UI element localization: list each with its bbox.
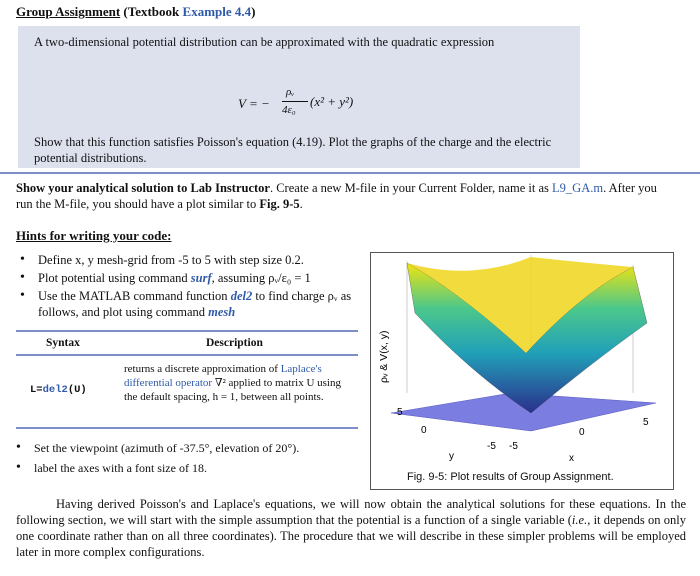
laplace-link[interactable]: Laplace's differential operator [124,363,322,389]
lab-text1: . Create a new M-file in your Current Folder, name it as [269,181,553,195]
desc-text2: ∇² applied to matrix U using the default spacing, h = 1, between all points. [124,377,341,403]
header-syntax: Syntax [46,337,80,349]
lab-text3: . [299,197,303,211]
syntax-cell [30,384,87,396]
hint-3-pre: Use the MATLAB command function [38,289,231,303]
syntax-post: (U) [67,384,87,396]
figure-box [370,252,674,490]
hints-title: Hints for writing your code: [16,228,172,243]
tick-xm5: -5 [509,441,518,452]
heading-paren-open: (Textbook [120,4,183,19]
para-text2: , it depends on only one coordinate rather than on all three coordinates). The procedure that we will describe in these simpler problems will be employed later in more complex configurations. [16,513,686,559]
header-description: Description [206,337,263,349]
desc-text1: returns a discrete approximation of [124,363,281,375]
list-item [16,270,366,286]
list-item [12,440,362,456]
list-item [12,460,362,476]
para-ie: i.e. [571,513,588,527]
surface-plot [371,253,673,468]
hint-2-pre: Plot potential using command [38,271,191,285]
hint-5: label the axes with a font size of 18. [34,461,207,475]
closing-paragraph [16,496,686,560]
mesh-command: mesh [208,305,236,319]
tick-y0: 0 [421,425,427,436]
problem-box [18,26,580,168]
tick-x0: 0 [579,427,585,438]
heading-title: Group Assignment [16,4,121,19]
hint-1: Define x, y mesh-grid from -5 to 5 with step size 0.2. [38,253,304,267]
problem-statement: Show that this function satisfies Poisson's equation (4.19). Plot the graphs of the charge and the electric potential distributions. [34,135,552,165]
para-text1: Having derived Poisson's and Laplace's equations, we will now obtain the analytical solutions for these equations. In the following section, we will start with the simple assumption that the potential is a function of a single variable ( [16,497,686,527]
equation-lhs: V = − [238,96,270,111]
assignment-heading [16,4,256,20]
figure-caption: Fig. 9-5: Plot results of Group Assignment. [407,471,614,483]
equation-numerator: ρᵥ [286,86,295,98]
fraction-bar [282,101,308,102]
equation-rhs: (x² + y²) [310,94,354,109]
potential-equation [238,86,398,126]
table-header [16,332,358,356]
list-item [16,252,366,268]
hint-3-mid: to find charge ρᵥ as follows, and plot using command [38,289,352,319]
syntax-pre: L= [30,384,43,396]
tick-ym5: -5 [487,441,496,452]
surf-command: surf [190,271,212,285]
problem-intro: A two-dimensional potential distribution can be approximated with the quadratic expression [34,35,495,49]
fig-ref: Fig. 9-5 [259,197,300,211]
hint-4: Set the viewpoint (azimuth of -37.5°, elevation of 20°). [34,441,300,455]
axis-y-label: y [449,451,454,462]
hint-2-post: , assuming ρᵥ/ε₀ = 1 [211,271,311,285]
lab-text2: . After you run the M-file, you should have a plot similar to [16,181,657,211]
syntax-table [16,330,358,429]
description-cell [124,362,354,404]
tick-x5: 5 [643,417,649,428]
equation-denominator: 4ε₀ [282,104,296,116]
tick-z5: 5 [397,407,403,418]
hints-list [16,252,366,322]
hints-list-2 [12,440,362,480]
example-link[interactable]: Example 4.4 [182,4,252,19]
lab-bold: Show your analytical solution to Lab Instructor [16,181,270,195]
axis-z-label: ρᵥ & V(x, y) [378,330,390,383]
lab-instruction [16,180,676,212]
filename-link[interactable]: L9_GA.m [552,181,604,195]
del2-command: del2 [230,289,253,303]
divider [0,172,700,174]
del2-link[interactable]: del2 [42,384,68,396]
heading-paren-close: ) [251,4,256,19]
axis-x-label: x [569,453,574,464]
list-item [16,288,366,320]
